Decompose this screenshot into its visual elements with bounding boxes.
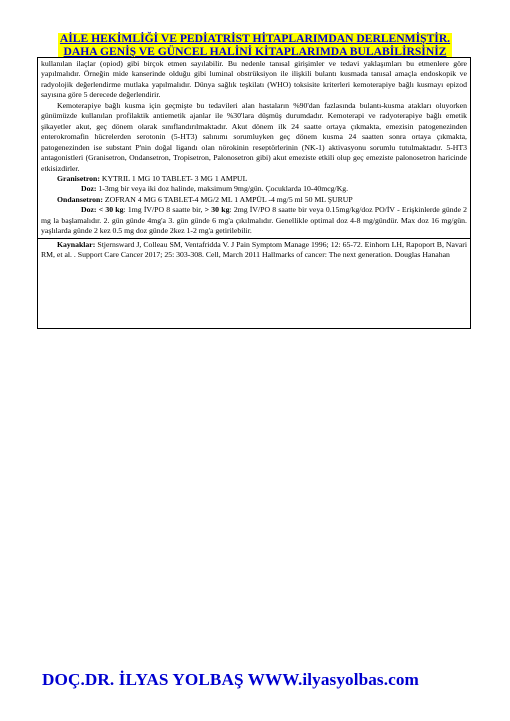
divider [38, 238, 470, 239]
ondansetron-dose-label: Doz: < 30 kg [81, 205, 124, 215]
sources-paragraph [41, 240, 467, 261]
ondansetron-dose-label-2: > 30 kg [204, 205, 230, 215]
granisetron-dose-text: 1-3mg bir veya iki doz halinde, maksimum 9mg/gün. Çocuklarda 10-40mcg/Kg. [96, 184, 349, 194]
header-banner [58, 33, 452, 58]
ondansetron-label: Ondansetron: [57, 194, 103, 204]
ondansetron-text: ZOFRAN 4 MG 6 TABLET-4 MG/2 ML 1 AMPÜL -4 mg/5 ml 50 ML ŞURUP [102, 194, 353, 204]
sources-text: Stjernsward J, Colleau SM, Ventafridda V. J Pain Symptom Manage 1996; 12: 65-72. Einhorn LH, Rapoport B, Navari RM, et al. . Support Care Cancer 2017; 25: 303-308. Cell, March 2011 Hallmarks of cancer: The next generation. Douglas Hanahan [41, 239, 467, 260]
sources-label: Kaynaklar: [57, 239, 96, 249]
banner-line-1: AİLE HEKİMLİĞİ VE PEDİATRİST HİTAPLARIMDAN DERLENMİŞTİR. [59, 32, 451, 45]
paragraph-chemotherapy: Kemoterapiye bağlı kusma için geçmişte bu tedavileri alan hastaların %90'dan fazlasında bulantı-kusma atakları oluyorken günümüzde kullanılan profilaktik antiemetik ajanlar ile %30'lara düşmüş durumdadır. Kemoterapi ve radyoterapiye bağlı emetik şikayetler akut, geç dönem olarak sınıflandırılmaktadır. Akut dönem ilk 24 saatte ortaya çıkmakta, emezisin patogenezinden enterokromafin hücrelerden serotonin (5-HT3) salınımı sorumluyken geç dönem kusma 24 saatten sonra ortaya çıkmakta, patogenezinden ise substant P'nin doğal ligandı olan nörokinin reseptörlerinin (NK-1) aktivasyonu sorumlu tutulmaktadır. 5-HT3 antagonistleri (Granisetron, Ondansetron, Tropisetron, Palonosetron gibi) akut emeziste etkili olup geç emeziste palonosetron haricinde etkisizdirler. [41, 100, 467, 173]
granisetron-label: Granisetron: [57, 173, 100, 183]
banner-line-2: DAHA GENİŞ VE GÜNCEL HALİNİ KİTAPLARIMDA BULABİLİRSİNİZ [63, 44, 447, 58]
paragraph-intro: kullanılan ilaçlar (opiod) gibi birçok etmen sayılabilir. Bu nedenle tanısal girişimler ve tedavi yaklaşımları bu etmenlere göre yapılmalıdır. Örneğin mide kanserinde olduğu gibi luminal obstrüksiyon ile ilişkili bulantı kusmada tanısal amaçla endoskopik ve radyolojik değerlendirme mutlaka yapılmalıdır. Dünya sağlık teşkilatı (WHO) toksisite kriterleri kemoterapiye bağlı kusmayı epizod sayısına göre 5 derecede değerlendirir. [41, 59, 467, 100]
ondansetron-dose-text-1: : 1mg İV/PO 8 saatte bir, [123, 205, 205, 215]
granisetron-dose-line [41, 184, 467, 194]
content-box [37, 57, 471, 329]
ondansetron-dose-line [41, 205, 467, 236]
footer-author-website: DOÇ.DR. İLYAS YOLBAŞ WWW.ilyasyolbas.com [42, 670, 419, 689]
granisetron-text: KYTRIL 1 MG 10 TABLET- 3 MG 1 AMPUL [99, 173, 248, 183]
ondansetron-line [41, 195, 467, 205]
granisetron-dose-label: Doz: [81, 184, 97, 194]
granisetron-line [41, 174, 467, 184]
ondansetron-dose-text-2: : 2mg İV/PO 8 saatte bir veya 0.15mg/kg/doz PO/İV - Erişkinlerde günde 2 mg la başlamalıdır. 2. gün günde 4mg'a 3. gün günde 6 mg'a çıkılmalıdır. Genellikle optimal doz 4-8 mg/gündür. Max doz 16 mg/gün. yaşlılarda günde 2 kez 0.5 mg doz günde 2kez 1-2 mg'a getirilebilir. [41, 205, 467, 236]
